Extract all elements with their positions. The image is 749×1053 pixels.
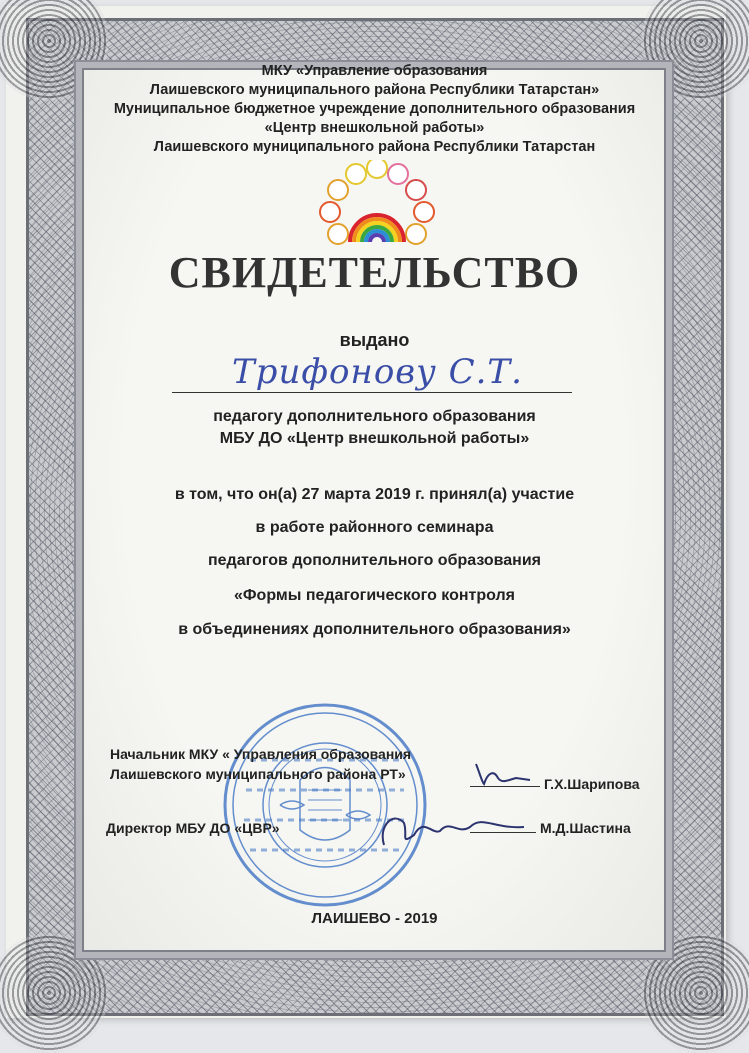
body-line-3: педагогов дополнительного образования — [207, 552, 542, 569]
head-name: Г.Х.Шарипова — [544, 776, 640, 792]
head-signature-line — [470, 786, 540, 787]
head-label-1: Начальник МКУ « Управления образования — [110, 746, 412, 762]
org-line-5: Лаишевского муниципального района Республики Татарстан — [153, 139, 596, 155]
director-signature — [374, 805, 534, 855]
head-label-2: Лаишевского муниципального района РТ» — [110, 766, 406, 782]
director-name: М.Д.Шастина — [540, 820, 631, 836]
org-line-4: «Центр внешкольной работы» — [264, 120, 485, 136]
org-line-1: МКУ «Управление образования — [261, 63, 488, 79]
recipient-name-handwritten: Трифонову С.Т. — [232, 352, 523, 392]
seminar-title-1: «Формы педагогического контроля — [233, 587, 515, 604]
issued-label: выдано — [339, 330, 410, 350]
place-year: ЛАИШЕВО - 2019 — [311, 910, 438, 927]
rainbow-logo — [314, 160, 440, 256]
org-line-3: Муниципальное бюджетное учреждение дополнительного образования — [113, 101, 636, 117]
certificate-title: СВИДЕТЕЛЬСТВО — [168, 248, 581, 297]
recipient-underline — [172, 392, 572, 393]
body-line-1: в том, что он(а) 27 марта 2019 г. принял(а) участие — [174, 486, 575, 503]
recipient-position-2: МБУ ДО «Центр внешкольной работы» — [219, 430, 530, 447]
seminar-title-2: в объединениях дополнительного образования» — [178, 621, 571, 638]
body-line-2: в работе районного семинара — [255, 519, 494, 536]
director-signature-line — [470, 832, 536, 833]
org-line-2: Лаишевского муниципального района Республики Татарстан» — [149, 82, 600, 98]
recipient-position-1: педагогу дополнительного образования — [213, 408, 536, 425]
director-label: Директор МБУ ДО «ЦВР» — [106, 820, 280, 836]
